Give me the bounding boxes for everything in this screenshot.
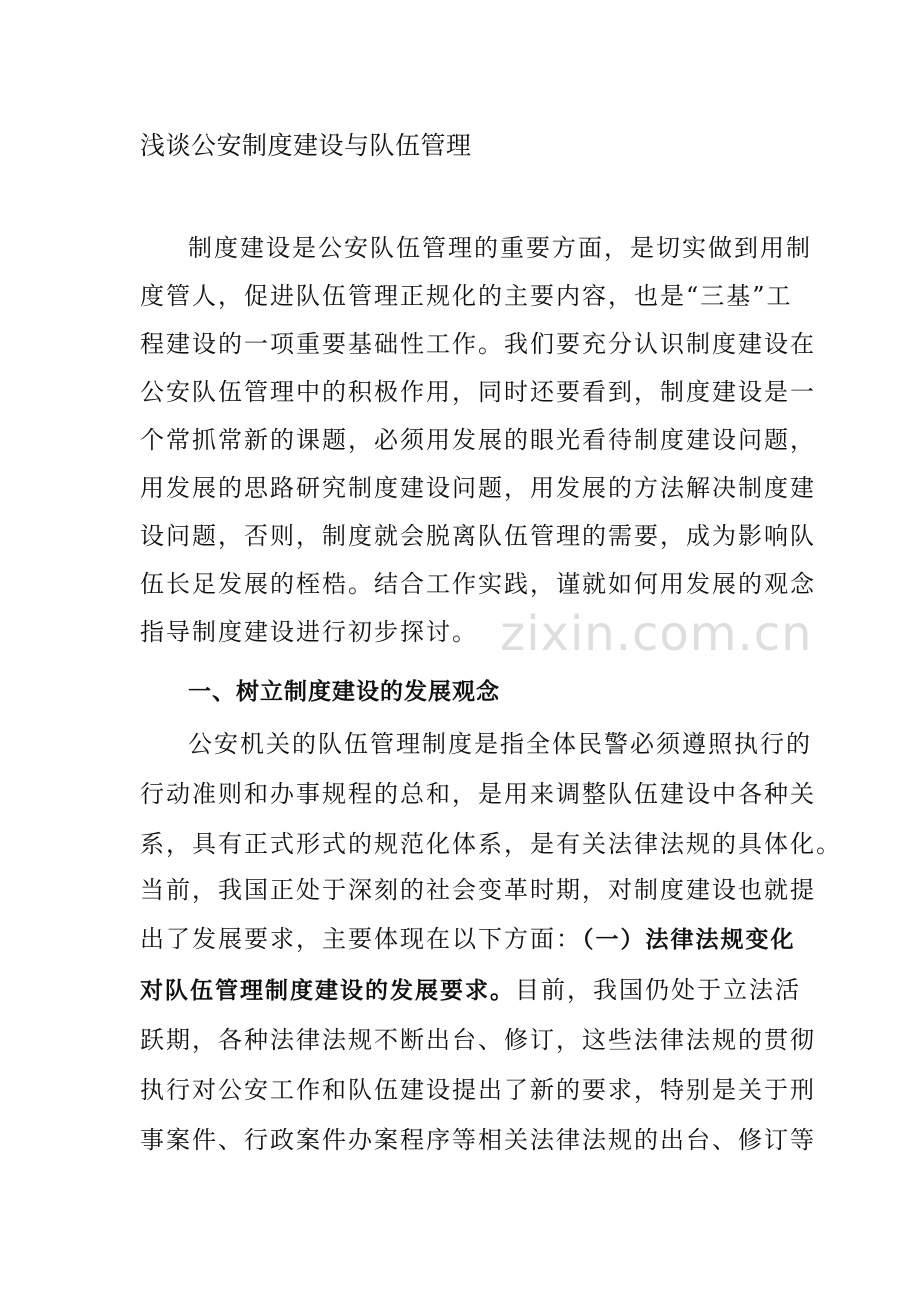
text-line: 伍长足发展的桎梏。结合工作实践，谨就如何用发展的观念 — [140, 570, 816, 598]
text-line: 公安机关的队伍管理制度是指全体民警必须遵照执行的 — [188, 730, 812, 758]
text-line: 用发展的思路研究制度建设问题，用发展的方法解决制度建 — [140, 474, 816, 502]
text-line: 行动准则和办事规程的总和，是用来调整队伍建设中各种关 — [140, 780, 816, 808]
text-line: 度管人，促进队伍管理正规化的主要内容，也是“三基”工 — [140, 282, 793, 310]
text-line — [140, 915, 796, 963]
text-line: 设问题，否则，制度就会脱离队伍管理的需要，成为影响队 — [140, 522, 816, 550]
bold-subheading: （一）法律法规变化 — [582, 927, 796, 953]
section-heading: 一、树立制度建设的发展观念 — [188, 679, 500, 705]
text-line — [140, 966, 801, 1014]
text-line: 程建设的一项重要基础性工作。我们要充分认识制度建设在 — [140, 330, 816, 358]
watermark-text: zixin.com.cn — [500, 606, 813, 662]
text-line: 公安队伍管理中的积极作用，同时还要看到，制度建设是一 — [140, 378, 816, 406]
text-line: 系，具有正式形式的规范化体系，是有关法律法规的具体化。 — [140, 830, 842, 858]
bold-subheading: 对队伍管理制度建设的发展要求。 — [140, 978, 515, 1004]
text-line: 制度建设是公安队伍管理的重要方面，是切实做到用制 — [188, 234, 812, 262]
text-line: 当前，我国正处于深刻的社会变革时期，对制度建设也就提 — [140, 876, 816, 904]
text-line: 执行对公安工作和队伍建设提出了新的要求，特别是关于刑 — [140, 1076, 816, 1104]
text-line: 事案件、行政案件办案程序等相关法律法规的出台、修订等 — [140, 1126, 816, 1154]
text-line: 指导制度建设进行初步探讨。 — [140, 618, 478, 646]
text-line: 个常抓常新的课题，必须用发展的眼光看待制度建设问题， — [140, 426, 816, 454]
text-span: 出了发展要求，主要体现在以下方面： — [140, 925, 582, 953]
document-title: 浅谈公安制度建设与队伍管理 — [140, 131, 472, 160]
text-line: 跃期，各种法律法规不断出台、修订，这些法律法规的贯彻 — [140, 1026, 816, 1054]
text-span: 目前，我国仍处于立法活 — [515, 976, 801, 1004]
